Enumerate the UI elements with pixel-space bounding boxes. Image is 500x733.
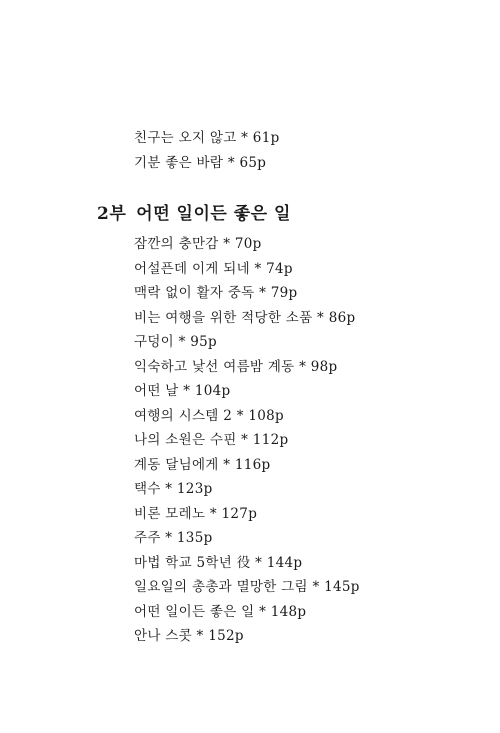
toc-entry: 어설픈데 이게 되네 * 74p — [134, 260, 293, 277]
toc-entry: 익숙하고 낯선 여름밤 계동 * 98p — [134, 358, 338, 375]
toc-entry: 비는 여행을 위한 적당한 소품 * 86p — [134, 309, 356, 326]
toc-entry: 잠깐의 충만감 * 70p — [134, 236, 262, 252]
toc-entry: 마법 학교 5학년 役 * 144p — [134, 554, 303, 571]
toc-list-part2 — [134, 232, 360, 649]
toc-entry: 여행의 시스템 2 * 108p — [134, 407, 284, 424]
toc-entry: 어떤 일이든 좋은 일 * 148p — [134, 603, 307, 620]
toc-entry: 기분 좋은 바람 * 65p — [134, 154, 267, 171]
toc-entry: 비론 모레노 * 127p — [134, 505, 258, 522]
toc-entry: 계동 달님에게 * 116p — [134, 456, 271, 473]
toc-entry: 구덩이 * 95p — [134, 334, 217, 350]
toc-entry: 안나 스콧 * 152p — [134, 628, 244, 644]
part-heading — [97, 201, 291, 227]
part-number: 2부 — [97, 204, 127, 224]
toc-entry: 친구는 오지 않고 * 61p — [134, 130, 280, 146]
part-title: 어떤 일이든 좋은 일 — [136, 204, 291, 224]
toc-entry: 어떤 날 * 104p — [134, 383, 231, 399]
toc-entry: 맥락 없이 활자 중독 * 79p — [134, 285, 298, 301]
toc-entry: 주주 * 135p — [134, 530, 213, 546]
toc-entry: 나의 소원은 수핀 * 112p — [134, 432, 289, 448]
toc-entry: 일요일의 총총과 멸망한 그림 * 145p — [134, 579, 360, 595]
toc-entry: 택수 * 123p — [134, 481, 213, 497]
toc-list-part1-tail — [134, 126, 280, 175]
